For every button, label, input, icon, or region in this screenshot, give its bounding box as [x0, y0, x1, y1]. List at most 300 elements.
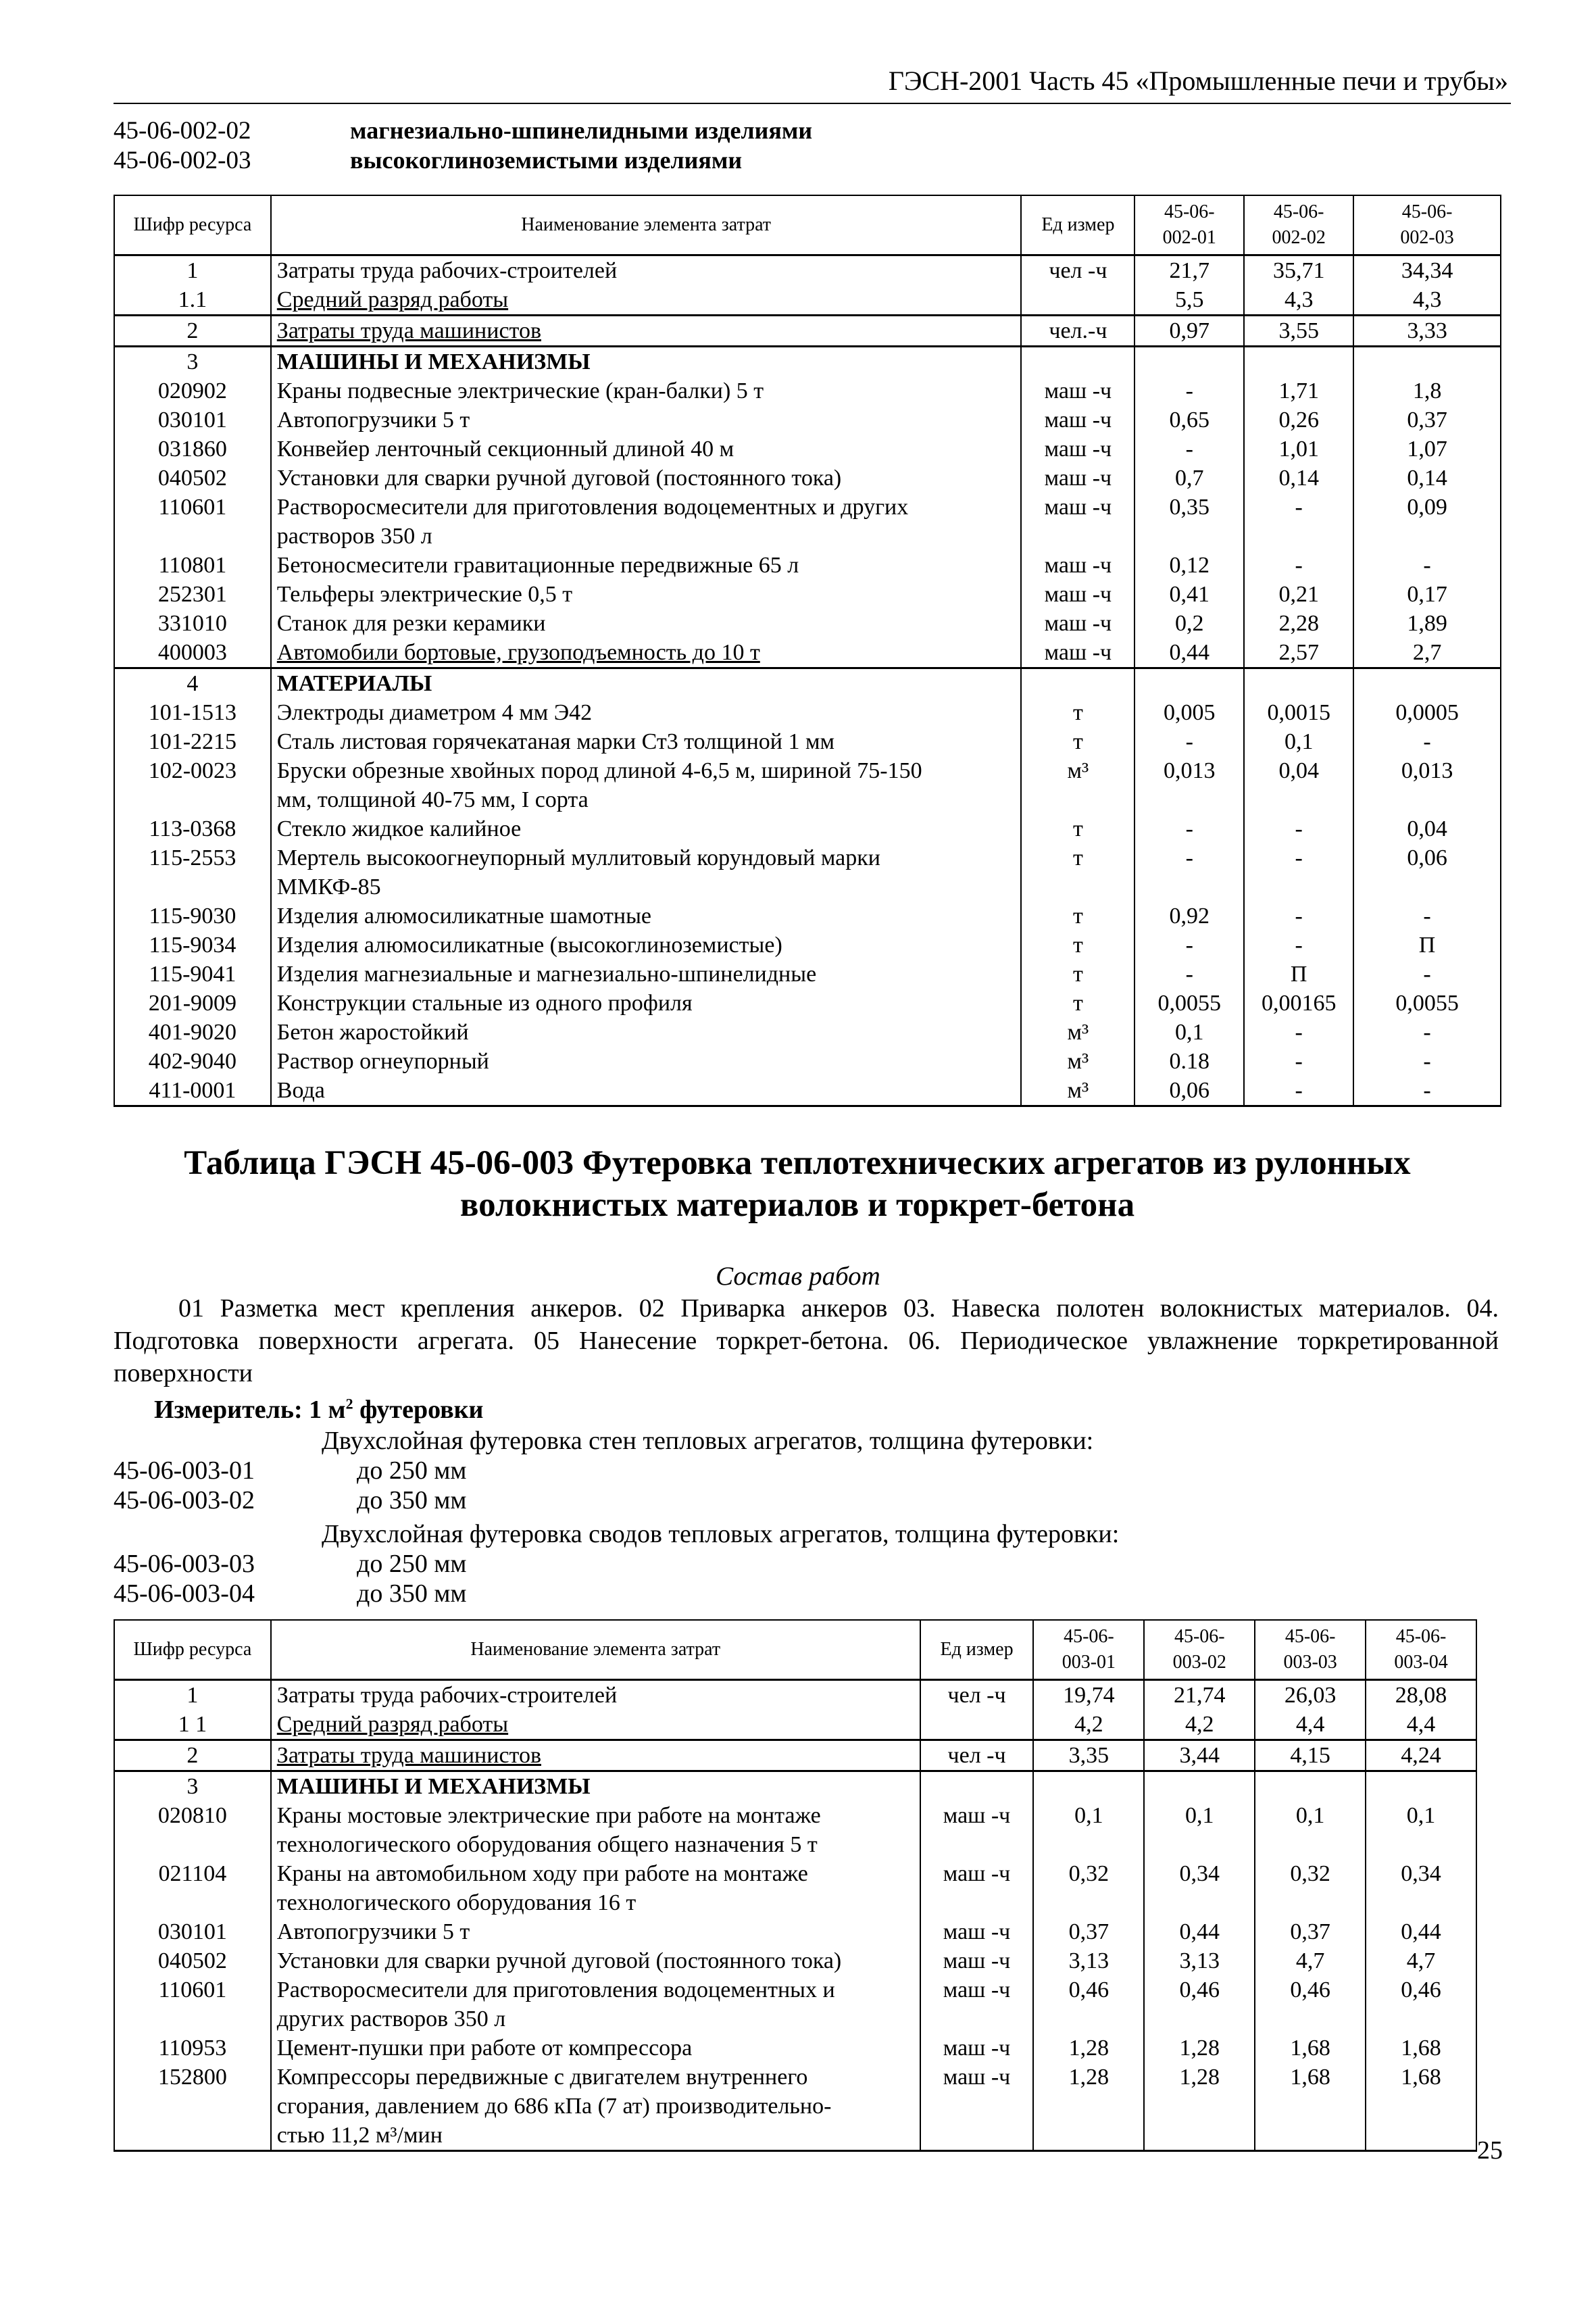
header-col-1-bottom: 002-01: [1162, 226, 1216, 248]
cell-code: 040502: [114, 464, 271, 493]
cell-value-2: 0,00165: [1244, 989, 1353, 1018]
cell-value-4: [1366, 1771, 1476, 1801]
cell-name: Изделия алюмосиликатные шамотные: [271, 902, 1022, 931]
cell-value-2: 3,44: [1144, 1740, 1255, 1771]
cell-value-1: -: [1134, 435, 1244, 464]
cell-value-3: 1,68: [1255, 2034, 1366, 2063]
cell-value-3: 4,3: [1353, 285, 1501, 316]
cell-value-3: 0,013: [1353, 756, 1501, 785]
cell-code: 101-1513: [114, 698, 271, 727]
table-row: [114, 2063, 1476, 2092]
cell-name: других растворов 350 л: [271, 2004, 920, 2034]
cell-unit: [920, 1830, 1034, 1859]
table-row: [114, 1771, 1476, 1801]
cell-value-3: 2,7: [1353, 638, 1501, 668]
cell-name: Затраты труда машинистов: [271, 1740, 920, 1771]
cell-value-3: -: [1353, 727, 1501, 756]
cell-value-1: [1033, 2092, 1144, 2121]
cell-name: технологического оборудования 16 т: [271, 1888, 920, 1917]
cell-unit: [1021, 346, 1134, 376]
measure-label: Измеритель:: [154, 1396, 303, 1424]
cell-value-4: 28,08: [1366, 1679, 1476, 1710]
cell-code: 021104: [114, 1859, 271, 1888]
header-col-3: [1255, 1620, 1366, 1679]
cell-name: МАШИНЫ И МЕХАНИЗМЫ: [271, 1771, 920, 1801]
cell-unit: маш -ч: [920, 1946, 1034, 1975]
header-col-1-top: 45-06-: [1164, 201, 1215, 222]
cell-unit: [920, 2121, 1034, 2151]
cell-value-1: 3,13: [1033, 1946, 1144, 1975]
cell-code: [114, 1830, 271, 1859]
cell-value-3: 1,68: [1255, 2063, 1366, 2092]
composition-heading: Состав работ: [716, 1262, 880, 1291]
header-col-2: [1144, 1620, 1255, 1679]
cell-unit: маш -ч: [920, 1801, 1034, 1830]
cell-value-1: 0,005: [1134, 698, 1244, 727]
cell-value-3: 0,37: [1255, 1917, 1366, 1946]
cell-value-3: 0,04: [1353, 814, 1501, 843]
cell-value-2: 0,04: [1244, 756, 1353, 785]
header-col-3: [1353, 195, 1501, 255]
cell-name: Стекло жидкое калийное: [271, 814, 1022, 843]
cell-name: Вода: [271, 1076, 1022, 1106]
cell-code: 3: [114, 346, 271, 376]
cell-name: Краны на автомобильном ходу при работе на монтаже: [271, 1859, 920, 1888]
cell-name: Затраты труда рабочих-строителей: [271, 1679, 920, 1710]
cell-name: Растворосмесители для приготовления водоцементных и других: [271, 493, 1022, 522]
cell-value-4: 0,1: [1366, 1801, 1476, 1830]
cell-code: 2: [114, 315, 271, 346]
cell-value-1: 19,74: [1033, 1679, 1144, 1710]
cell-unit: чел -ч: [920, 1740, 1034, 1771]
cell-code: 411-0001: [114, 1076, 271, 1106]
cell-code: 1.1: [114, 285, 271, 316]
cell-value-3: -: [1353, 1047, 1501, 1076]
cell-code: 110601: [114, 1975, 271, 2004]
table-row: [114, 1946, 1476, 1975]
table-row: [114, 1018, 1501, 1047]
cell-value-1: 0,92: [1134, 902, 1244, 931]
header-name: Наименование элемента затрат: [271, 195, 1022, 255]
cell-value-1: 0,7: [1134, 464, 1244, 493]
cell-value-1: [1033, 1888, 1144, 1917]
cell-value-1: 21,7: [1134, 255, 1244, 285]
table-row: [114, 464, 1501, 493]
cell-value-1: -: [1134, 814, 1244, 843]
cell-value-3: 4,15: [1255, 1740, 1366, 1771]
cell-name: Краны подвесные электрические (кран-балки) 5 т: [271, 376, 1022, 405]
table-header-row: [114, 195, 1501, 255]
table-row: [114, 814, 1501, 843]
table-row: [114, 315, 1501, 346]
cell-value-2: -: [1244, 1047, 1353, 1076]
header-col-3-bottom: 002-03: [1400, 226, 1454, 248]
cell-value-4: 0,46: [1366, 1975, 1476, 2004]
cell-value-2: -: [1244, 843, 1353, 872]
cell-value-2: 1,01: [1244, 435, 1353, 464]
variant-code: 45-06-003-04: [114, 1579, 255, 1608]
header-col-4: [1366, 1620, 1476, 1679]
cell-value-3: -: [1353, 902, 1501, 931]
cell-value-1: 0.18: [1134, 1047, 1244, 1076]
header-col-1-bottom: 003-01: [1062, 1651, 1116, 1673]
cell-value-1: 0,97: [1134, 315, 1244, 346]
variant-code: 45-06-002-02: [114, 117, 251, 145]
table-row: [114, 1859, 1476, 1888]
cell-value-1: 0,41: [1134, 580, 1244, 609]
header-col-4-top: 45-06-: [1395, 1625, 1447, 1647]
cell-value-3: [1255, 2092, 1366, 2121]
table-row: [114, 1076, 1501, 1106]
cell-unit: м³: [1021, 756, 1134, 785]
variant-desc: до 350 мм: [357, 1486, 467, 1515]
resource-table-45-06-003: [114, 1619, 1477, 2152]
cell-name: Бетон жаростойкий: [271, 1018, 1022, 1047]
cell-value-1: 0,12: [1134, 551, 1244, 580]
cell-name: Сталь листовая горячекатаная марки Ст3 толщиной 1 мм: [271, 727, 1022, 756]
cell-value-2: -: [1244, 902, 1353, 931]
cell-name: растворов 350 л: [271, 522, 1022, 551]
variant-desc: до 350 мм: [357, 1579, 467, 1608]
table-row: [114, 785, 1501, 814]
cell-value-1: 0,06: [1134, 1076, 1244, 1106]
header-rule: [114, 103, 1511, 104]
table-row: [114, 255, 1501, 285]
cell-name: Электроды диаметром 4 мм Э42: [271, 698, 1022, 727]
cell-unit: [1021, 285, 1134, 316]
table-row: [114, 756, 1501, 785]
cell-code: 031860: [114, 435, 271, 464]
cell-unit: м³: [1021, 1047, 1134, 1076]
cell-value-3: [1353, 346, 1501, 376]
cell-code: 110801: [114, 551, 271, 580]
cell-value-4: 0,44: [1366, 1917, 1476, 1946]
cell-value-1: [1134, 346, 1244, 376]
cell-code: 020902: [114, 376, 271, 405]
cell-code: 110953: [114, 2034, 271, 2063]
cell-value-2: [1244, 668, 1353, 698]
variant-code: 45-06-003-01: [114, 1456, 255, 1485]
cell-unit: маш -ч: [1021, 376, 1134, 405]
cell-name: Изделия алюмосиликатные (высокоглиноземистые): [271, 931, 1022, 960]
cell-value-2: 4,3: [1244, 285, 1353, 316]
cell-unit: т: [1021, 698, 1134, 727]
cell-code: [114, 522, 271, 551]
cell-value-2: 21,74: [1144, 1679, 1255, 1710]
cell-value-1: -: [1134, 931, 1244, 960]
cell-value-1: 0,32: [1033, 1859, 1144, 1888]
cell-unit: т: [1021, 960, 1134, 989]
cell-unit: маш -ч: [1021, 551, 1134, 580]
cell-name: технологического оборудования общего назначения 5 т: [271, 1830, 920, 1859]
cell-value-1: -: [1134, 843, 1244, 872]
cell-code: 331010: [114, 609, 271, 638]
cell-value-1: 0,1: [1033, 1801, 1144, 1830]
table-row: [114, 580, 1501, 609]
header-col-1: [1134, 195, 1244, 255]
cell-unit: маш -ч: [1021, 493, 1134, 522]
table-row: [114, 1917, 1476, 1946]
cell-unit: чел -ч: [920, 1679, 1034, 1710]
cell-value-3: 0,09: [1353, 493, 1501, 522]
cell-value-1: -: [1134, 376, 1244, 405]
cell-value-3: 34,34: [1353, 255, 1501, 285]
cell-value-1: 0,35: [1134, 493, 1244, 522]
cell-name: Цемент-пушки при работе от компрессора: [271, 2034, 920, 2063]
cell-name: ММКФ-85: [271, 872, 1022, 902]
cell-value-3: 0,37: [1353, 405, 1501, 435]
cell-unit: чел -ч: [1021, 255, 1134, 285]
cell-value-1: [1134, 668, 1244, 698]
cell-unit: маш -ч: [1021, 464, 1134, 493]
cell-code: 252301: [114, 580, 271, 609]
cell-value-2: 1,71: [1244, 376, 1353, 405]
table-row: [114, 405, 1501, 435]
cell-code: 2: [114, 1740, 271, 1771]
cell-value-1: [1033, 2004, 1144, 2034]
measure-value: 1 м: [309, 1396, 346, 1424]
table-row: [114, 493, 1501, 522]
cell-name: Автопогрузчики 5 т: [271, 1917, 920, 1946]
cell-value-2: 3,13: [1144, 1946, 1255, 1975]
cell-value-1: 0,44: [1134, 638, 1244, 668]
cell-name: Конструкции стальные из одного профиля: [271, 989, 1022, 1018]
cell-name: Затраты труда рабочих-строителей: [271, 255, 1022, 285]
variant-desc: до 250 мм: [357, 1550, 467, 1578]
table-row: [114, 931, 1501, 960]
cell-value-2: -: [1244, 931, 1353, 960]
header-col-2-bottom: 002-02: [1272, 226, 1326, 248]
cell-value-3: 0,0005: [1353, 698, 1501, 727]
table-row: [114, 609, 1501, 638]
cell-value-1: [1134, 522, 1244, 551]
cell-value-2: [1144, 2092, 1255, 2121]
cell-value-2: [1144, 1771, 1255, 1801]
table-row: [114, 2092, 1476, 2121]
cell-code: 3: [114, 1771, 271, 1801]
table-row: [114, 1975, 1476, 2004]
cell-value-3: 0,32: [1255, 1859, 1366, 1888]
table-row: [114, 1801, 1476, 1830]
header-col-2-top: 45-06-: [1273, 201, 1324, 222]
cell-name: Мертель высокоогнеупорный муллитовый корундовый марки: [271, 843, 1022, 872]
cell-name: сгорания, давлением до 686 кПа (7 ат) производительно-: [271, 2092, 920, 2121]
cell-code: 020810: [114, 1801, 271, 1830]
cell-value-3: [1353, 668, 1501, 698]
cell-value-4: [1366, 2121, 1476, 2151]
cell-value-1: 3,35: [1033, 1740, 1144, 1771]
cell-value-1: [1134, 872, 1244, 902]
cell-code: 115-9041: [114, 960, 271, 989]
cell-code: 400003: [114, 638, 271, 668]
table-row: [114, 1740, 1476, 1771]
table-row: [114, 698, 1501, 727]
measure-unit: футеровки: [359, 1396, 484, 1424]
cell-unit: [1021, 785, 1134, 814]
table-row: [114, 1679, 1476, 1710]
table-row: [114, 989, 1501, 1018]
cell-code: 115-2553: [114, 843, 271, 872]
cell-unit: маш -ч: [1021, 609, 1134, 638]
cell-unit: т: [1021, 931, 1134, 960]
cell-value-4: 1,68: [1366, 2034, 1476, 2063]
composition-text: 01 Разметка мест крепления анкеров. 02 Приварка анкеров 03. Навеска полотен волокнистых материалов. 04. Подготовка поверхности агрегата. 05 Нанесение торкрет-бетона. 06. Периодическое увлажнение торкретированной поверхности: [114, 1294, 1499, 1387]
cell-value-1: 1,28: [1033, 2034, 1144, 2063]
cell-unit: [920, 1888, 1034, 1917]
cell-value-2: [1244, 785, 1353, 814]
cell-value-2: 3,55: [1244, 315, 1353, 346]
cell-code: [114, 785, 271, 814]
cell-value-2: [1144, 2004, 1255, 2034]
group-title: Двухслойная футеровка сводов тепловых агрегатов, толщина футеровки:: [322, 1520, 1120, 1548]
cell-value-2: [1244, 346, 1353, 376]
cell-unit: [1021, 872, 1134, 902]
cell-code: 040502: [114, 1946, 271, 1975]
table-row: [114, 1888, 1476, 1917]
cell-value-3: -: [1353, 1018, 1501, 1047]
cell-unit: м³: [1021, 1076, 1134, 1106]
cell-code: 402-9040: [114, 1047, 271, 1076]
cell-code: 115-9030: [114, 902, 271, 931]
header-col-2-top: 45-06-: [1174, 1625, 1225, 1647]
cell-value-3: 1,89: [1353, 609, 1501, 638]
cell-code: [114, 2092, 271, 2121]
cell-value-2: -: [1244, 493, 1353, 522]
cell-name: МАШИНЫ И МЕХАНИЗМЫ: [271, 346, 1022, 376]
cell-name: МАТЕРИАЛЫ: [271, 668, 1022, 698]
cell-code: 030101: [114, 405, 271, 435]
table-row: [114, 960, 1501, 989]
header-col-3-top: 45-06-: [1401, 201, 1453, 222]
header-col-4-bottom: 003-04: [1394, 1651, 1448, 1673]
cell-value-2: [1144, 2121, 1255, 2151]
cell-value-2: 0,0015: [1244, 698, 1353, 727]
table-row: [114, 638, 1501, 668]
table-row: [114, 435, 1501, 464]
cell-name: Компрессоры передвижные с двигателем внутреннего: [271, 2063, 920, 2092]
cell-value-3: 4,7: [1255, 1946, 1366, 1975]
cell-code: 401-9020: [114, 1018, 271, 1047]
header-unit: Ед измер: [920, 1620, 1034, 1679]
cell-name: Краны мостовые электрические при работе на монтаже: [271, 1801, 920, 1830]
cell-name: Конвейер ленточный секционный длиной 40 м: [271, 435, 1022, 464]
cell-value-1: 1,28: [1033, 2063, 1144, 2092]
header-code: Шифр ресурса: [114, 195, 271, 255]
cell-code: 102-0023: [114, 756, 271, 785]
cell-value-4: [1366, 1830, 1476, 1859]
cell-value-3: 0,46: [1255, 1975, 1366, 2004]
cell-value-2: 0,44: [1144, 1917, 1255, 1946]
cell-value-2: [1244, 872, 1353, 902]
cell-value-2: [1144, 1830, 1255, 1859]
cell-value-2: 1,28: [1144, 2063, 1255, 2092]
cell-name: Изделия магнезиальные и магнезиально-шпинелидные: [271, 960, 1022, 989]
cell-code: 101-2215: [114, 727, 271, 756]
table-row: [114, 727, 1501, 756]
cell-code: 1: [114, 1679, 271, 1710]
variant-desc: высокоглиноземистыми изделиями: [350, 147, 743, 174]
measure-sup: 2: [345, 1395, 353, 1412]
cell-value-2: 0,46: [1144, 1975, 1255, 2004]
cell-code: 1: [114, 255, 271, 285]
cell-value-1: 5,5: [1134, 285, 1244, 316]
cell-name: Бетоносмесители гравитационные передвижные 65 л: [271, 551, 1022, 580]
variant-code: 45-06-003-03: [114, 1550, 255, 1578]
cell-value-2: П: [1244, 960, 1353, 989]
cell-value-3: 0,14: [1353, 464, 1501, 493]
cell-name: Станок для резки керамики: [271, 609, 1022, 638]
variant-line: [114, 116, 812, 145]
cell-name: стью 11,2 м³/мин: [271, 2121, 920, 2151]
running-header: ГЭСН-2001 Часть 45 «Промышленные печи и трубы»: [888, 66, 1508, 96]
cell-value-3: [1255, 1771, 1366, 1801]
cell-name: Раствор огнеупорный: [271, 1047, 1022, 1076]
cell-unit: чел.-ч: [1021, 315, 1134, 346]
cell-value-3: [1353, 785, 1501, 814]
cell-value-1: [1033, 1771, 1144, 1801]
table-row: [114, 376, 1501, 405]
cell-value-3: [1255, 2121, 1366, 2151]
cell-unit: м³: [1021, 1018, 1134, 1047]
cell-value-3: 0,06: [1353, 843, 1501, 872]
variant-desc: до 250 мм: [357, 1456, 467, 1485]
table-row: [114, 551, 1501, 580]
cell-code: 4: [114, 668, 271, 698]
cell-value-4: [1366, 1888, 1476, 1917]
cell-value-2: [1144, 1888, 1255, 1917]
header-code: Шифр ресурса: [114, 1620, 271, 1679]
cell-value-3: 1,8: [1353, 376, 1501, 405]
table-row: [114, 872, 1501, 902]
table-title: Таблица ГЭСН 45-06-003 Футеровка теплотехнических агрегатов из рулонных волокнистых материалов и торкрет-бетона: [184, 1144, 1411, 1224]
cell-unit: т: [1021, 902, 1134, 931]
cell-code: [114, 2004, 271, 2034]
cell-unit: маш -ч: [1021, 405, 1134, 435]
cell-unit: маш -ч: [1021, 638, 1134, 668]
cell-value-1: [1033, 2121, 1144, 2151]
header-col-3-bottom: 003-03: [1283, 1651, 1337, 1673]
variant-desc: магнезиально-шпинелидными изделиями: [350, 117, 813, 144]
cell-code: [114, 1888, 271, 1917]
cell-value-4: [1366, 2092, 1476, 2121]
cell-value-2: 0,21: [1244, 580, 1353, 609]
cell-name: Установки для сварки ручной дуговой (постоянного тока): [271, 1946, 920, 1975]
cell-value-2: 0,34: [1144, 1859, 1255, 1888]
cell-value-3: 3,33: [1353, 315, 1501, 346]
cell-value-1: 0,37: [1033, 1917, 1144, 1946]
cell-value-1: 0,0055: [1134, 989, 1244, 1018]
cell-value-3: [1353, 522, 1501, 551]
cell-code: [114, 872, 271, 902]
variant-line: [114, 146, 742, 175]
cell-value-1: -: [1134, 960, 1244, 989]
header-unit: Ед измер: [1021, 195, 1134, 255]
cell-value-2: [1244, 522, 1353, 551]
table-row: [114, 902, 1501, 931]
cell-value-2: 0,26: [1244, 405, 1353, 435]
cell-name: Средний разряд работы: [271, 1710, 920, 1740]
cell-unit: [920, 1771, 1034, 1801]
cell-value-2: -: [1244, 1076, 1353, 1106]
table-row: [114, 1047, 1501, 1076]
cell-unit: т: [1021, 843, 1134, 872]
cell-unit: маш -ч: [920, 1859, 1034, 1888]
cell-value-4: 1,68: [1366, 2063, 1476, 2092]
cell-value-3: 1,07: [1353, 435, 1501, 464]
cell-value-2: 0,1: [1144, 1801, 1255, 1830]
cell-name: Бруски обрезные хвойных пород длиной 4-6,5 м, шириной 75-150: [271, 756, 1022, 785]
cell-name: Автопогрузчики 5 т: [271, 405, 1022, 435]
